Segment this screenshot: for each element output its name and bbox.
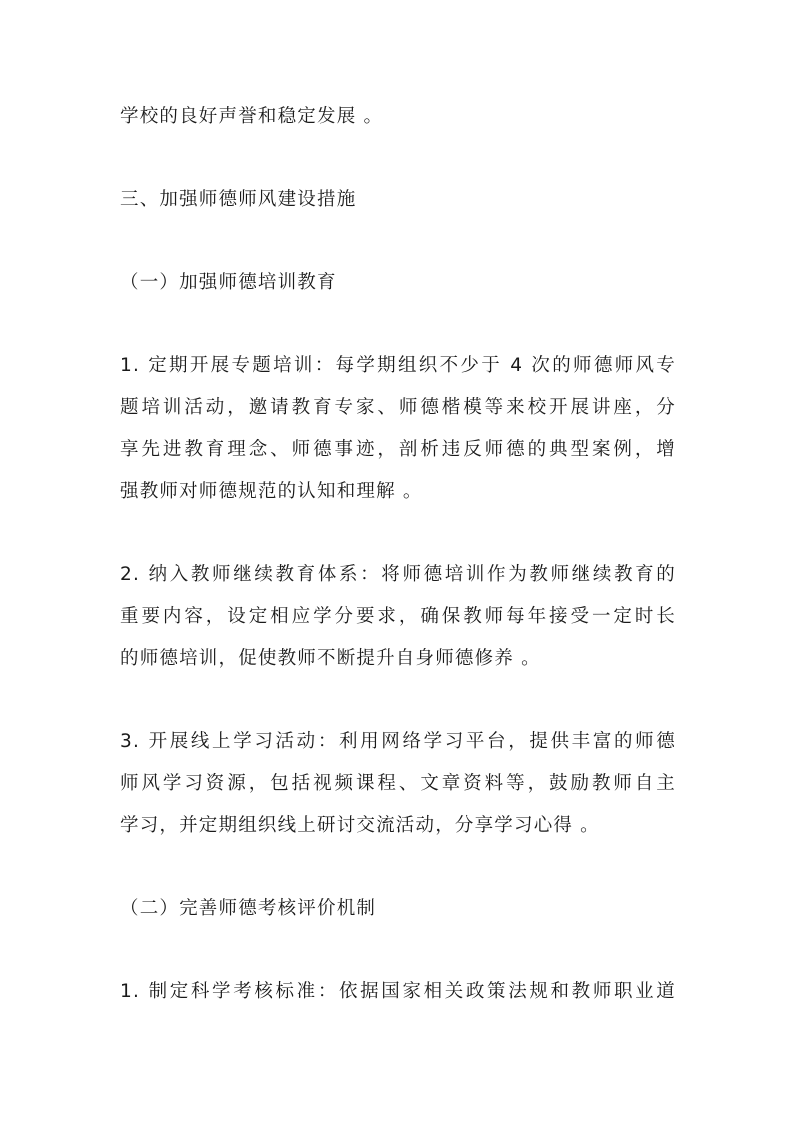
paragraph-line: 学习，并定期组织线上研讨交流活动，分享学习心得 。 [120,815,600,836]
paragraph-line: 题培训活动，邀请教育专家、师德楷模等来校开展讲座，分 [120,397,676,418]
paragraph-line: 重要内容，设定相应学分要求，确保教师每年接受一定时长 [120,606,676,627]
paragraph-line: 1. 定期开展专题培训：每学期组织不少于 4 次的师德师风专 [120,355,676,376]
paragraph-line: 师风学习资源，包括视频课程、文章资料等，鼓励教师自主 [120,773,676,794]
paragraph-line: 1. 制定科学考核标准：依据国家相关政策法规和教师职业道 [120,981,676,1002]
paragraph-line: 学校的良好声誉和稳定发展 。 [120,106,384,127]
paragraph-line: 的师德培训，促使教师不断提升自身师德修养 。 [120,648,541,669]
paragraph-line: 2. 纳入教师继续教育体系：将师德培训作为教师继续教育的 [120,564,676,585]
subsection-heading: （二）完善师德考核评价机制 [120,898,377,919]
paragraph-line: 享先进教育理念、师德事迹，剖析违反师德的典型案例，增 [120,439,676,460]
paragraph-line: 强教师对师德规范的认知和理解 。 [120,481,423,502]
section-heading: 三、加强师德师风建设措施 [120,189,357,210]
subsection-heading: （一）加强师德培训教育 [120,272,337,293]
paragraph-line: 3. 开展线上学习活动：利用网络学习平台，提供丰富的师德 [120,731,676,752]
